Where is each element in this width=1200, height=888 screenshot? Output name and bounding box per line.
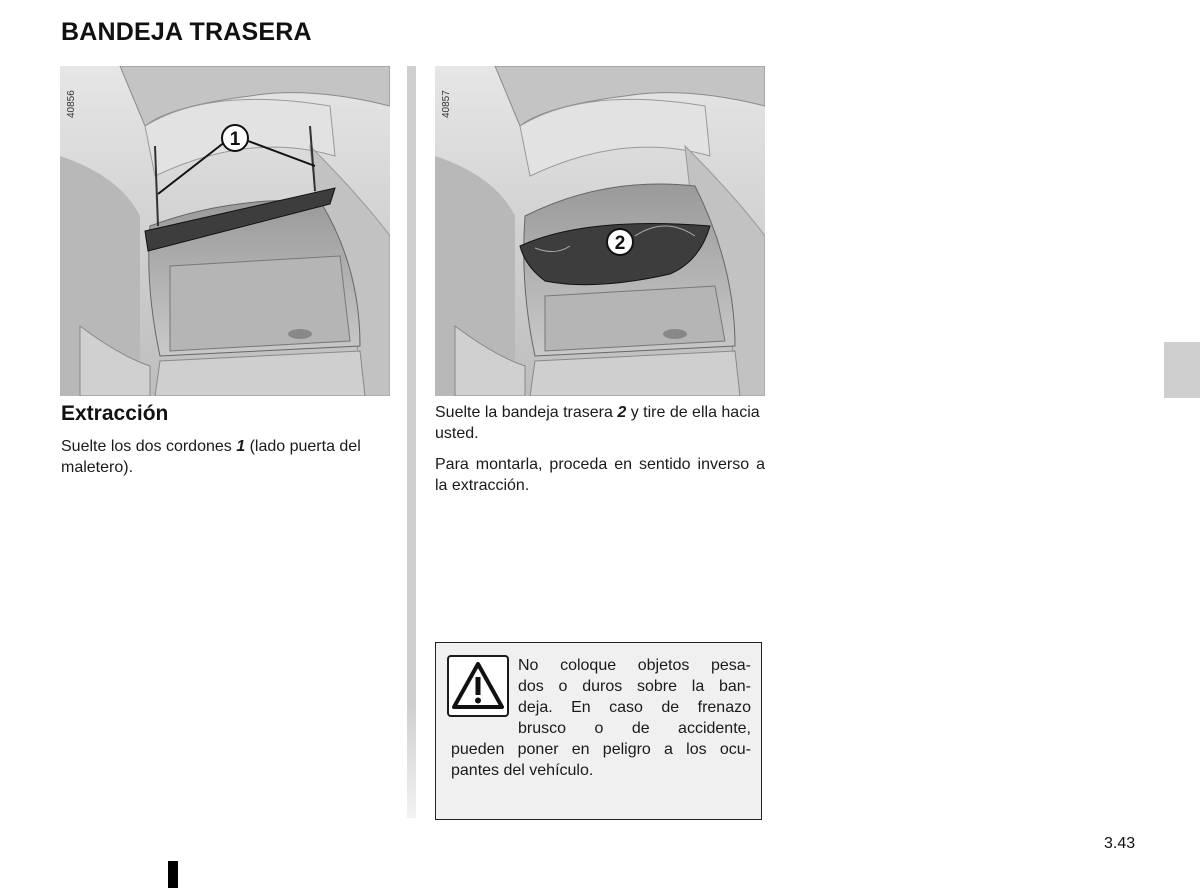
- warning-line: No coloque objetos pesa-: [518, 657, 751, 674]
- warning-line: pueden poner en peligro a los ocu-: [451, 741, 751, 758]
- section-thumb-tab: [1164, 342, 1200, 398]
- text-segment: (lado puerta del maletero).: [61, 438, 361, 476]
- figure-code: 40856: [66, 90, 77, 118]
- column-divider: [407, 66, 416, 818]
- hatchback-trunk-illustration: [435, 66, 765, 396]
- figure-remove-cords: [60, 66, 390, 396]
- text-segment: y tire de ella hacia usted.: [435, 404, 760, 442]
- warning-line: deja. En caso de frenazo: [518, 699, 751, 716]
- callout-number: 2: [614, 233, 626, 254]
- callout-number: 1: [229, 129, 241, 150]
- figure-pull-shelf: [435, 66, 765, 396]
- warning-line: pantes del vehículo.: [451, 762, 594, 779]
- warning-line: brusco o de accidente,: [518, 720, 751, 737]
- callout-2: [607, 229, 633, 255]
- page-title: BANDEJA TRASERA: [61, 18, 312, 46]
- pull-instruction: [435, 402, 765, 444]
- figure-code: 40857: [441, 90, 452, 118]
- text-segment: Suelte la bandeja trasera: [435, 404, 618, 421]
- warning-line: dos o duros sobre la ban-: [518, 678, 751, 695]
- reference-number: 1: [236, 438, 246, 455]
- text-segment: Suelte los dos cordones: [61, 438, 237, 455]
- crop-mark: [168, 861, 178, 888]
- refit-instruction: Para montarla, proceda en sentido inverso a la extracción.: [435, 456, 765, 494]
- reference-number: 2: [617, 404, 627, 421]
- section-heading: Extracción: [61, 402, 169, 425]
- page-number: 3.43: [1104, 835, 1136, 852]
- warning-box: [435, 642, 762, 820]
- hatchback-trunk-illustration: [60, 66, 390, 396]
- warning-text: [451, 655, 751, 781]
- removal-instruction: [61, 436, 391, 478]
